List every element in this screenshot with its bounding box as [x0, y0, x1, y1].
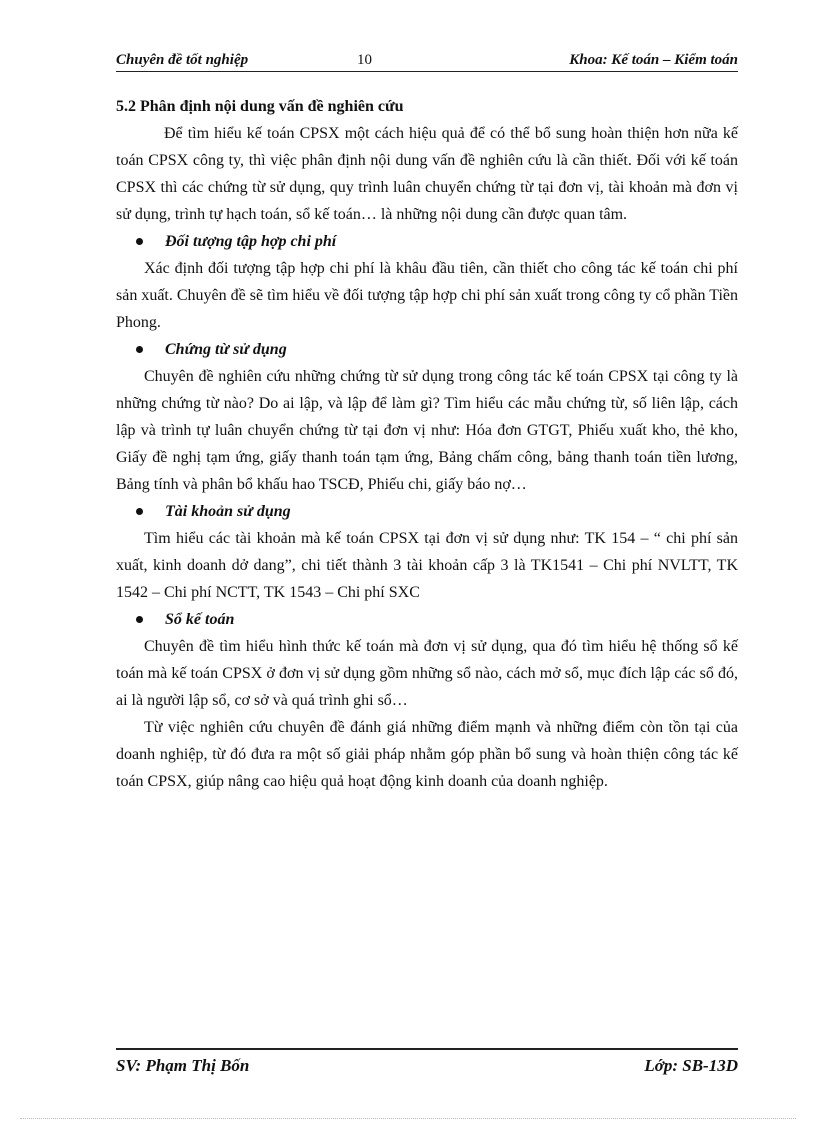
page-number: 10: [357, 52, 372, 68]
page-edge-divider: [20, 1118, 796, 1119]
bullet-heading: [116, 336, 738, 363]
bullet-heading: [116, 606, 738, 633]
student-name: SV: Phạm Thị Bốn: [116, 1056, 250, 1075]
class-code: Lớp: SB-13D: [644, 1056, 738, 1075]
bullet-paragraph: Tìm hiểu các tài khoản mà kế toán CPSX tại đơn vị sử dụng như: TK 154 – “ chi phí sản xuất, kinh doanh dở dang”, chi tiết thành 3 tài khoản cấp 3 là TK1541 – Chi phí NVLTT, TK 1542 – Chi phí NCTT, TK 1543 – Chi phí SXC: [116, 530, 738, 601]
bullet-paragraph: Xác định đối tượng tập hợp chi phí là khâu đầu tiên, cần thiết cho công tác kế toán chi phí sản xuất. Chuyên đề sẽ tìm hiểu về đối tượng tập hợp chi phí sản xuất trong công ty cổ phần Tiền Phong.: [116, 260, 738, 331]
conclusion-paragraph: Từ việc nghiên cứu chuyên đề đánh giá những điểm mạnh và những điểm còn tồn tại của doanh nghiệp, từ đó đưa ra một số giải pháp nhằm góp phần bổ sung và hoàn thiện công tác kế toán CPSX, giúp nâng cao hiệu quả hoạt động kinh doanh của doanh nghiệp.: [116, 719, 738, 790]
bullet-paragraph: Chuyên đề tìm hiểu hình thức kế toán mà đơn vị sử dụng, qua đó tìm hiểu hệ thống sổ kế toán mà kế toán CPSX ở đơn vị sử dụng gồm những sổ nào, cách mở sổ, mục đích lập các sổ đó, ai là người lập sổ, cơ sở và quá trình ghi sổ…: [116, 638, 738, 709]
bullet-heading-text: Sổ kế toán: [165, 611, 235, 628]
page-header: [116, 47, 738, 72]
section-title: 5.2 Phân định nội dung vấn đề nghiên cứu: [116, 98, 404, 115]
header-department: Khoa: Kế toán – Kiểm toán: [569, 52, 738, 68]
bullet-heading-text: Đối tượng tập hợp chi phí: [165, 233, 337, 250]
bullet-heading-text: Chứng từ sử dụng: [165, 341, 287, 358]
bullet-paragraph: Chuyên đề nghiên cứu những chứng từ sử dụng trong công tác kế toán CPSX tại công ty là những chứng từ nào? Do ai lập, và lập để làm gì? Tìm hiểu các mẫu chứng từ, số liên lập, cách lập và trình tự luân chuyển chứng từ tại đơn vị như: Hóa đơn GTGT, Phiếu xuất kho, thẻ kho, Giấy đề nghị tạm ứng, giấy thanh toán tạm ứng, Bảng chấm công, bảng thanh toán tiền lương, Bảng tính và phân bổ khấu hao TSCĐ, Phiếu chi, giấy báo nợ…: [116, 368, 738, 493]
bullet-heading-text: Tài khoản sử dụng: [165, 503, 291, 520]
bullet-icon: [136, 346, 143, 353]
bullet-icon: [136, 238, 143, 245]
intro-paragraph: Để tìm hiểu kế toán CPSX một cách hiệu quả để có thể bổ sung hoàn thiện hơn nữa kế toán CPSX công ty, thì việc phân định nội dung vấn đề nghiên cứu là cần thiết. Đối với kế toán CPSX thì các chứng từ sử dụng, quy trình luân chuyển chứng từ tại đơn vị, tài khoản mà đơn vị sử dụng, trình tự hạch toán, sổ kế toán… là những nội dung cần được quan tâm.: [116, 125, 738, 223]
bullet-icon: [136, 508, 143, 515]
header-title: Chuyên đề tốt nghiệp: [116, 52, 249, 68]
bullet-icon: [136, 616, 143, 623]
bullet-heading: [116, 498, 738, 525]
page-footer: [116, 1048, 738, 1076]
document-body: [116, 93, 738, 795]
bullet-heading: [116, 228, 738, 255]
